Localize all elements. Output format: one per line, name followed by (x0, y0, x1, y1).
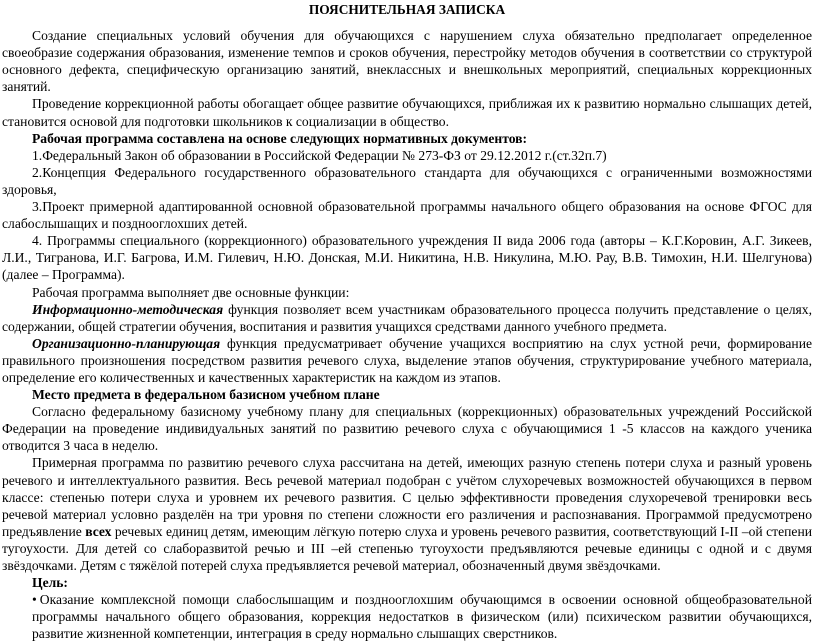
function-organizational-text: функция предусматривает обучение учащихся восприятию на слух устной речи, формирование правильного произношения посредством развития речевого слуха, выделение этапов обучения, структурирование учебного материала, определение его количественных и качественных характеристик на каждом из этапов. (2, 335, 812, 385)
goal-bullet-item (2, 591, 812, 642)
goal-bullet-text: Оказание комплексной помощи слабослышащим и позднооглохшим обучающимся в освоении основной общеобразовательной программы начального общего образования, коррекция недостатков в физическом (или) психическом развитии обучающихся, развитие жизненной компетенции, интеграция в среду нормально слышащих сверстников. (32, 592, 812, 642)
document-item-2: 2.Концепция Федерального государственного образовательного стандарта для обучающихся с ограниченными возможностями здоровья, (2, 164, 812, 197)
heading-normative-documents: Рабочая программа составлена на основе следующих нормативных документов: (32, 130, 528, 146)
paragraph-program (2, 454, 812, 574)
program-text-part1: Примерная программа по развитию речевого слуха рассчитана на детей, имеющих разную степень потери слуха и разный уровень речевого и интеллектуального развития. Весь речевой материал подобран с учётом слухоречевых возможностей обучающихся в первом классе: степенью потери слуха и уровнем их речевого развития. С целью эффективности проведения слухоречевой тренировки весь речевой материал условно разделён на три уровня по степени сложности его различения и распознавания. Программой предусмотрено предъявление (2, 455, 812, 539)
function-organizational (2, 335, 812, 386)
heading-subject-place: Место предмета в федеральном базисном учебном плане (32, 387, 380, 403)
document-item-1: 1.Федеральный Закон об образовании в Российской Федерации № 273-ФЗ от 29.12.2012 г.(ст.32п.7) (32, 147, 607, 163)
page-title: ПОЯСНИТЕЛЬНАЯ ЗАПИСКА (308, 2, 506, 17)
function-informational-text: функция позволяет всем участникам образовательного процесса получить представление о целях, содержании, общей стратегии обучения, воспитания и развития учащихся средствами данного учебного предмета. (2, 301, 812, 334)
bullet-icon: • (32, 592, 37, 608)
program-text-bold: всех (85, 523, 112, 539)
document-item-3: 3.Проект примерной адаптированной основной образовательной программы начального общего образования на основе ФГОС для слабослышащих и позднооглохших детей. (2, 199, 812, 232)
function-organizational-term: Организационно-планирующая (32, 335, 221, 351)
paragraph-correction: Проведение коррекционной работы обогащает общее развитие обучающихся, приближая их к развитию нормально слышащих детей, становится основой для подготовки школьников к социализации в общество. (2, 96, 812, 129)
document-item-4: 4. Программы специального (коррекционного) образовательного учреждения II вида 2006 года (авторы – К.Г.Коровин, А.Г. Зикеев, Л.И., Тигранова, И.Г. Багрова, И.М. Гилевич, Н.Ю. Донская, М.И. Никитина, Н.В. Никулина, М.Ю. Рау, В.В. Тимохин, Н.И. Шелгунова) (далее – Программа). (2, 233, 812, 283)
paragraph-subject-place: Согласно федеральному базисному учебному плану для специальных (коррекционных) образовательных учреждений Российской Федерации на проведение индивидуальных занятий по развитию речевого слуха с обучающимися 1 -5 классов на каждого ученика отводится 3 часа в неделю. (2, 404, 812, 454)
functions-intro: Рабочая программа выполняет две основные функции: (32, 284, 350, 300)
function-informational (2, 301, 812, 335)
program-text-part2: речевых единиц детям, имеющим лёгкую потерю слуха и уровень речевого развития, соответствующий I-II –ой степени тугоухости. Для детей со слаборазвитой речью и III –ей степенью тугоухости предъявляются речевые единицы с одной и с двумя звёздочками. Детям с тяжёлой потерей слуха предъявляется речевой материал, обозначенный двумя звёздочками. (2, 523, 812, 573)
paragraph-intro: Создание специальных условий обучения для обучающихся с нарушением слуха обязательно предполагает определенное своеобразие содержания образования, изменение темпов и сроков обучения, перестройку методов обучения в соответствии со структурой основного дефекта, специфическую организацию занятий, внеклассных и внешкольных мероприятий, специальных коррекционных занятий. (2, 28, 812, 95)
function-informational-term: Информационно-методическая (32, 301, 224, 317)
heading-goal: Цель: (32, 575, 68, 591)
